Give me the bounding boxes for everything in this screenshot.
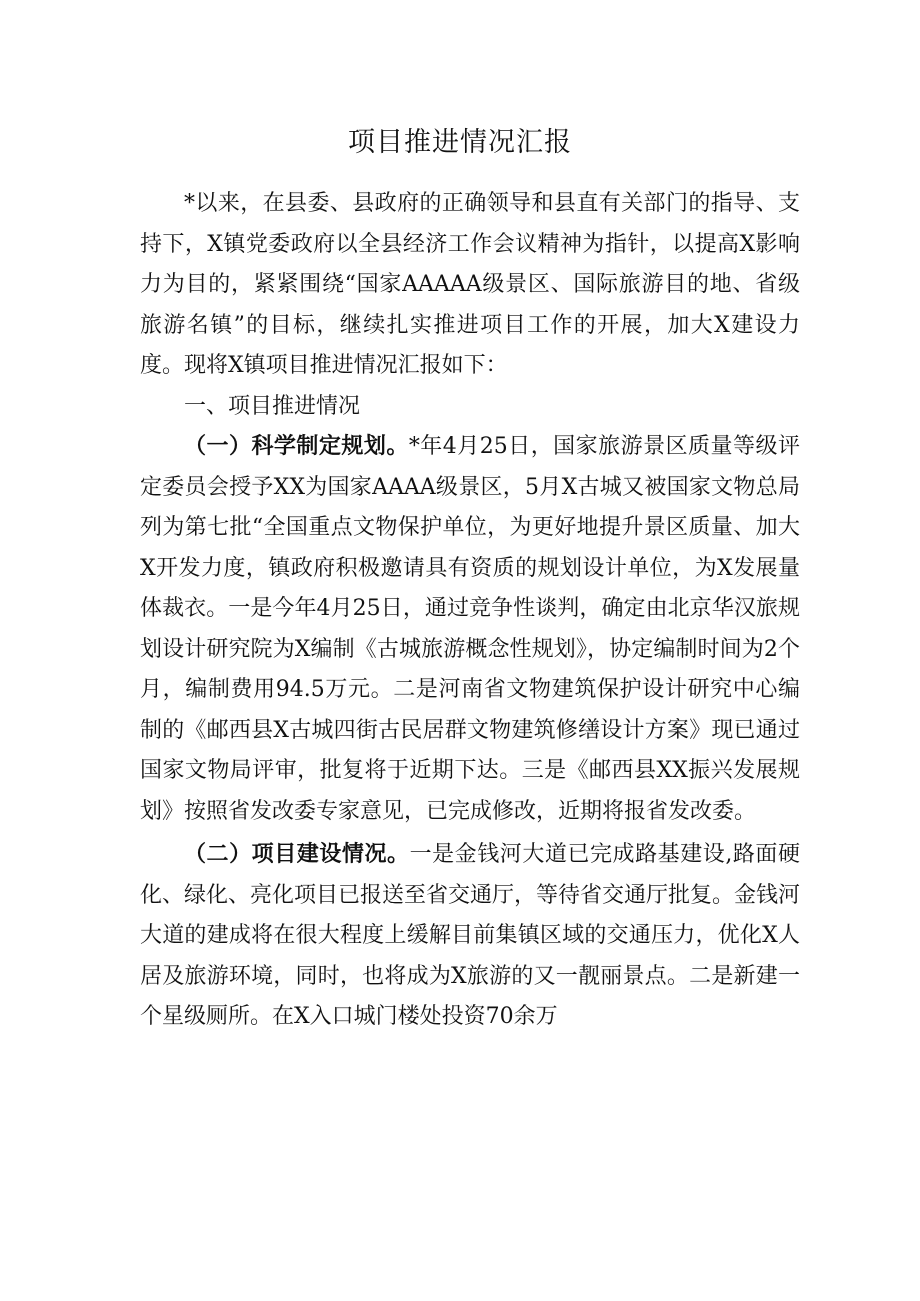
intro-paragraph: *以来，在县委、县政府的正确领导和县直有关部门的指导、支持下，X镇党委政府以全县经济工作会议精神为指针，以提高X影响力为目的，紧紧围绕“国家AAAAA级景区、国际旅游目的地、省级旅游名镇”的目标，继续扎实推进项目工作的开展，加大X建设力度。现将X镇项目推进情况汇报如下： xyxy=(140,191,800,378)
section-heading-text: 一、项目推进情况 xyxy=(184,393,361,419)
subsection-text-2: 一是金钱河大道已完成路基建设,路面硬化、绿化、亮化项目已报送至省交通厅，等待省交通厅批复。金钱河大道的建成将在很大程度上缓解目前集镇区域的交通压力，优化X人居及旅游环境，同时，也将成为X旅游的又一靓丽景点。二是新建一个星级厕所。在X入口城门楼处投资70余万 xyxy=(140,842,801,1029)
subsection-heading-1: （一）科学制定规划。 xyxy=(184,434,409,459)
document-body xyxy=(140,184,800,1038)
subsection-paragraph-2 xyxy=(140,835,800,1038)
section-heading xyxy=(140,387,800,428)
subsection-heading-2: （二）项目建设情况。 xyxy=(184,842,410,867)
subsection-paragraph-1 xyxy=(140,427,800,832)
subsection-text-1: *年4月25日，国家旅游景区质量等级评定委员会授予XX为国家AAAA级景区，5月X古城又被国家文物总局列为第七批“全国重点文物保护单位，为更好地提升景区质量、加大X开发力度，镇政府积极邀请具有资质的规划设计单位，为X发展量体裁衣。一是今年4月25日，通过竞争性谈判，确定由北京华汉旅规划设计研究院为X编制《古城旅游概念性规划》，协定编制时间为2个月，编制费用94.5万元。二是河南省文物建筑保护设计研究中心编制的《邮西县X古城四街古民居群文物建筑修缮设计方案》现已通过国家文物局评审，批复将于近期下达。三是《邮西县XX振兴发展规划》按照省发改委专家意见，已完成修改，近期将报省发改委。 xyxy=(140,434,800,824)
document-title: 项目推进情况汇报 xyxy=(348,127,572,158)
